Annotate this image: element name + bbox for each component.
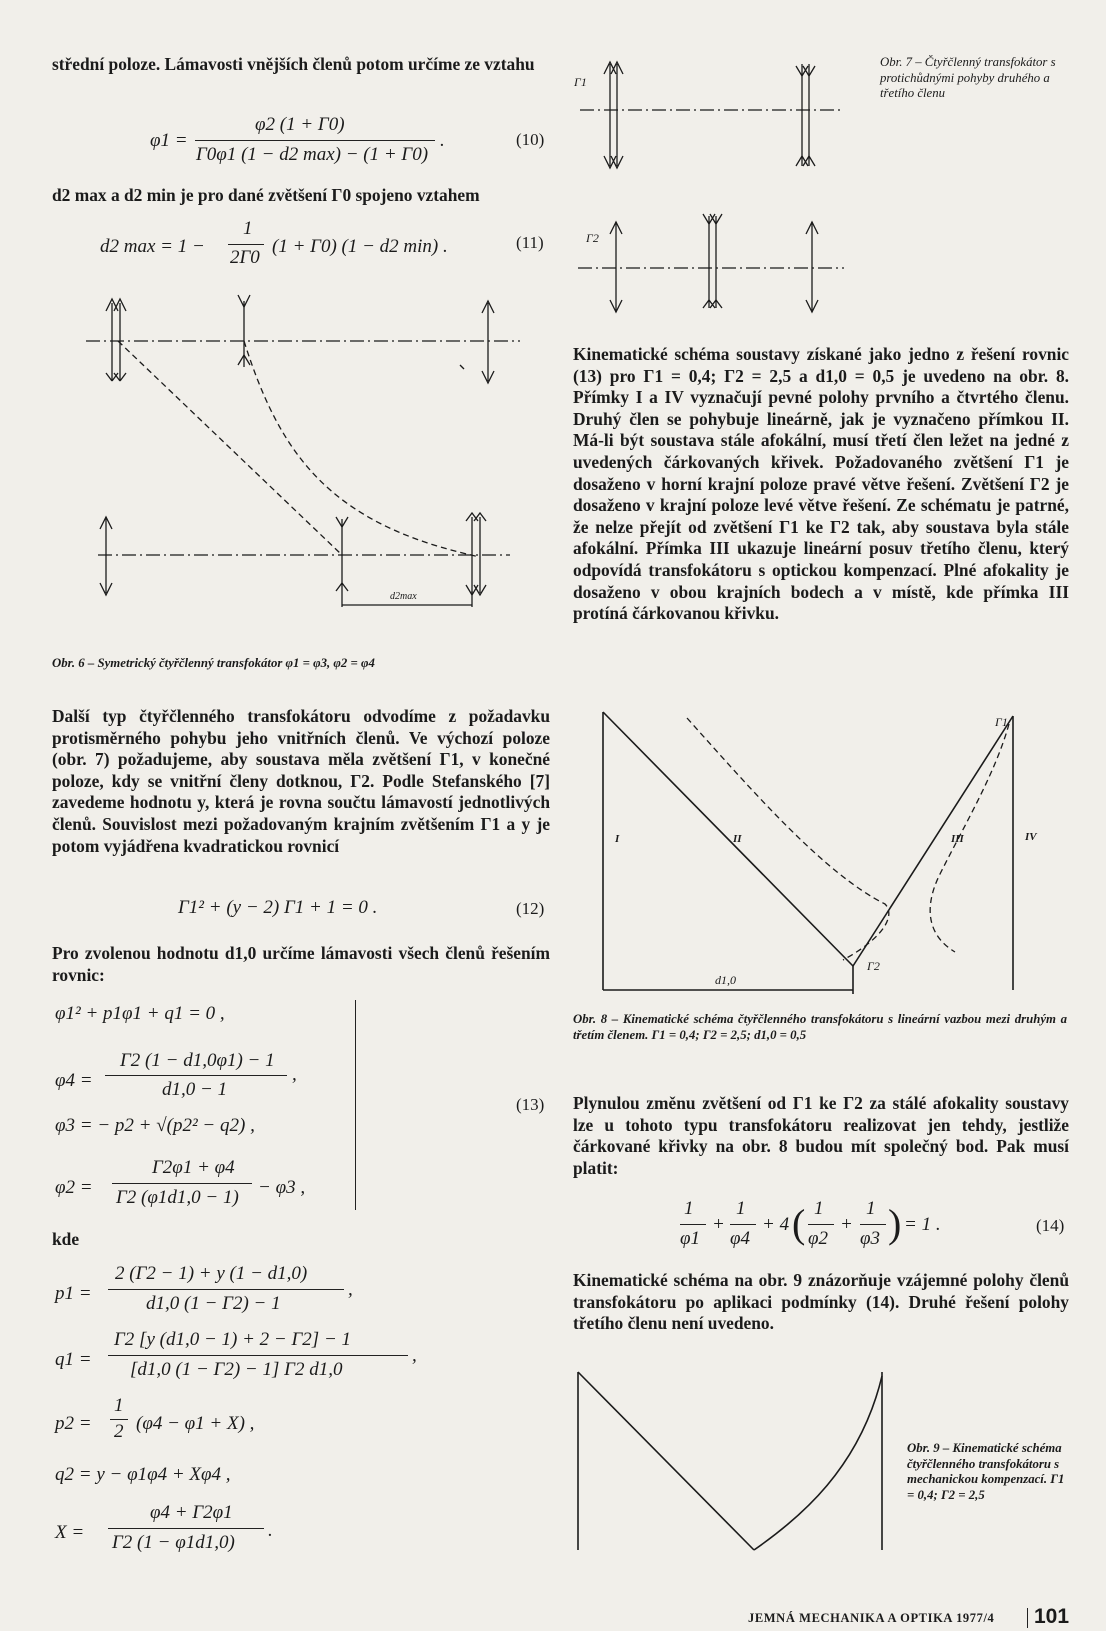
eq13-line3: φ3 = − p2 + √(p2² − q2) , <box>55 1115 255 1136</box>
equation-11 <box>100 218 500 272</box>
eq10-tail: . <box>440 130 445 151</box>
equation-14: 1 φ1 + 1 φ4 + 4 ( 1 φ2 + 1 φ3 ) = 1 . <box>680 1198 941 1249</box>
eq13-line2-den: d1,0 − 1 <box>162 1079 228 1100</box>
eq10-numerator: φ2 (1 + Γ0) <box>255 114 345 135</box>
eq13-line4-den: Γ2 (φ1d1,0 − 1) <box>116 1187 239 1208</box>
fig9-line-II <box>578 1372 754 1550</box>
eq10-lhs: φ1 = <box>150 130 188 151</box>
eq12-number: (12) <box>516 899 545 918</box>
fig8-dashed-left <box>687 718 889 960</box>
paragraph-para2: Další typ čtyřčlenného transfokátoru odvodíme z požadavku protisměrného pohybu jeho vnitřních členů. Ve výchozí poloze (obr. 7) požadujeme, aby soustava měla zvětšení Γ1, v konečné poloze, kdy se vnitřní členy dotknou, Γ2. Podle Stefanského [7] zavedeme hodnotu y, která je rovna součtu lámavostí jednotlivých členů. Souvislost mezi požadovaným krajním zvětšením Γ1 a y je potom vyjádřena kvadratickou rovnicí <box>52 706 550 856</box>
fig8-caption: Obr. 8 – Kinematické schéma čtyřčlenného transfokátoru s lineární vazbou mezi druhým a třetím členem. Γ1 = 0,4; Γ2 = 2,5; d1,0 = 0,5 <box>573 1012 1067 1042</box>
p1-lhs: p1 = <box>55 1283 92 1304</box>
eq11-numerator: 1 <box>243 218 253 239</box>
eq13-line2-num: Γ2 (1 − d1,0φ1) − 1 <box>120 1050 275 1071</box>
eq11-denominator: 2Γ0 <box>230 247 260 268</box>
fig6-straight-path <box>118 341 342 555</box>
p2-num: 1 <box>114 1395 124 1416</box>
right-paragraph-1: Kinematické schéma soustavy získané jako jedno z řešení rovnic (13) pro Γ1 = 0,4; Γ2 = 2,5 a d1,0 = 0,5 je uvedeno na obr. 8. Přímky I a IV vyznačují pevné polohy prvního a čtvrtého členu. Druhý člen se pohybuje lineárně, jak je vyznačeno přímkou II. Má-li být soustava stále afokální, musí třetí člen ležet na jedné z uvedených čárkovaných křivek. Požadovaného zvětšení Γ1 je dosaženo v horní krajní poloze pravé větve řešení. Zvětšení Γ2 je dosaženo v krajní poloze levé větve řešení. Ze schématu je patrné, že nelze přejít od zvětšení Γ1 ke Γ2 tak, aby soustava byla stále afokální. Přímka III ukazuje lineární posuv třetího členu, který odpovídá transfokátoru s optickou kompenzací. Plné afokality je dosaženo v obou krajních bodech a v místě, kde přímka III protíná čárkovanou křivku. <box>573 344 1069 624</box>
eq10-number: (10) <box>516 130 545 149</box>
q1-lhs: q1 = <box>55 1349 92 1370</box>
equation-10 <box>150 114 450 172</box>
fig6-dimension-label: d2max <box>390 591 417 602</box>
p1-num: 2 (Γ2 − 1) + y (1 − d1,0) <box>115 1263 308 1284</box>
p2-lhs: p2 = <box>55 1413 92 1434</box>
fig8-label-IV: IV <box>1025 831 1037 843</box>
eq14-number: (14) <box>1036 1216 1065 1235</box>
figure-7 <box>572 56 872 324</box>
fig8-label-d10: d1,0 <box>715 973 736 987</box>
q1-num: Γ2 [y (d1,0 − 1) + 2 − Γ2] − 1 <box>114 1329 352 1350</box>
eq13-line2-lhs: φ4 = <box>55 1070 93 1091</box>
fig7-label-gamma2: Γ2 <box>586 231 599 245</box>
footer-journal: JEMNÁ MECHANIKA A OPTIKA 1977/4 <box>748 1611 995 1625</box>
eq13-line1: φ1² + p1φ1 + q1 = 0 , <box>55 1003 225 1024</box>
p2-den: 2 <box>114 1421 124 1442</box>
X-num: φ4 + Γ2φ1 <box>150 1502 233 1523</box>
q1-den: [d1,0 (1 − Γ2) − 1] Γ2 d1,0 <box>130 1359 343 1380</box>
paragraph-d2: d2 max a d2 min je pro dané zvětšení Γ0 spojeno vztahem <box>52 185 480 205</box>
eq13-number: (13) <box>516 1095 545 1114</box>
p1-tail: , <box>348 1279 353 1300</box>
right-paragraph-3: Kinematické schéma na obr. 9 znázorňuje vzájemné polohy členů transfokátoru po aplikaci podmínky (14). Druhé řešení polohy třetího členu není uvedeno. <box>573 1270 1069 1334</box>
fig7-label-gamma1: Γ1 <box>574 75 587 89</box>
eq11-number: (11) <box>516 233 544 252</box>
figure-9 <box>570 1368 890 1558</box>
paragraph-intro: střední poloze. Lámavosti vnějších členů potom určíme ze vztahu <box>52 54 535 74</box>
fig9-caption: Obr. 9 – Kinematické schéma čtyřčlenného transfokátoru s mechanickou kompenzací. Γ1 = 0,4; Γ2 = 2,5 <box>907 1441 1065 1502</box>
fig8-label-III: III <box>951 833 964 845</box>
eq11-lhs: d2 max = 1 − <box>100 236 205 257</box>
X-tail: . <box>268 1520 273 1541</box>
equation-12: Γ1² + (y − 2) Γ1 + 1 = 0 . <box>178 897 378 918</box>
fig7-caption: Obr. 7 – Čtyřčlenný transfokátor s protichůdnými pohyby druhého a třetího členu <box>880 55 1056 100</box>
figure-8 <box>595 704 1065 994</box>
X-lhs: X = <box>55 1522 85 1543</box>
kde-label: kde <box>52 1229 80 1249</box>
eq13-line4-tail: − φ3 , <box>258 1177 306 1198</box>
fig6-curved-path <box>244 341 480 557</box>
footer-divider <box>1027 1608 1028 1628</box>
fig8-label-I: I <box>615 833 620 845</box>
eq13-bracket <box>355 1000 356 1210</box>
fig8-label-II: II <box>733 833 742 845</box>
fig8-label-gamma1: Γ1 <box>995 715 1008 729</box>
X-den: Γ2 (1 − φ1d1,0) <box>112 1532 235 1553</box>
q1-tail: , <box>412 1345 417 1366</box>
fig8-line-II <box>603 712 853 966</box>
eq13-line4-num: Γ2φ1 + φ4 <box>152 1157 235 1178</box>
fig9-curve-III <box>754 1376 882 1550</box>
figure-6 <box>80 285 540 645</box>
eq11-rest: (1 + Γ0) (1 − d2 min) . <box>272 236 448 257</box>
fig6-caption: Obr. 6 – Symetrický čtyřčlenný transfokátor φ1 = φ3, φ2 = φ4 <box>52 656 375 670</box>
fig8-label-gamma2: Γ2 <box>867 959 880 973</box>
fig8-dashed-right <box>930 724 1009 952</box>
q2-def: q2 = y − φ1φ4 + Xφ4 , <box>55 1464 231 1485</box>
p1-den: d1,0 (1 − Γ2) − 1 <box>146 1293 281 1314</box>
p2-tail: (φ4 − φ1 + X) , <box>136 1413 255 1434</box>
right-paragraph-2: Plynulou změnu zvětšení od Γ1 ke Γ2 za stálé afokality soustavy lze u tohoto typu transfokátoru realizovat jen tehdy, jestliže čárkované křivky na obr. 8 budou mít společný bod. Pak musí platit: <box>573 1093 1069 1178</box>
paragraph-para3: Pro zvolenou hodnotu d1,0 určíme lámavosti všech členů řešením rovnic: <box>52 943 550 985</box>
page-number: 101 <box>1034 1605 1070 1628</box>
eq13-line2-tail: , <box>292 1064 297 1085</box>
eq13-line4-lhs: φ2 = <box>55 1177 93 1198</box>
eq10-denominator: Γ0φ1 (1 − d2 max) − (1 + Γ0) <box>196 144 429 165</box>
